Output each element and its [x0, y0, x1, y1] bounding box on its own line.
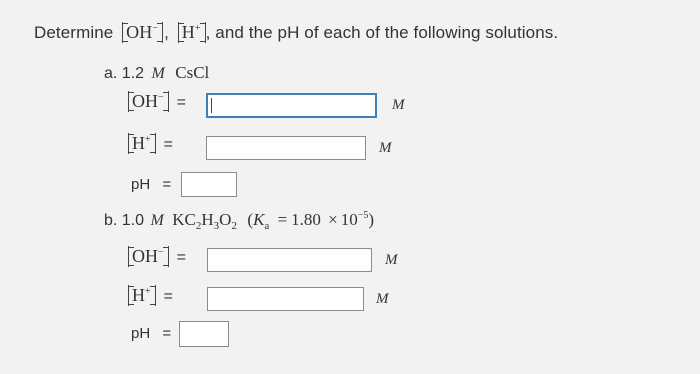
part-b-h-unit: M	[376, 291, 389, 307]
part-a-oh-input[interactable]	[206, 93, 377, 118]
part-b-compound: $KC_2H_3O_2$	[172, 210, 237, 232]
part-b-h-input[interactable]	[207, 287, 364, 311]
part-a-h-label: H+ =	[128, 133, 173, 154]
text-caret	[211, 98, 212, 113]
part-b-oh-unit: M	[385, 252, 398, 268]
hydrogen-bracket: H+	[178, 22, 203, 43]
part-a-ph-label: pH =	[131, 176, 172, 193]
part-b-ph-input[interactable]	[179, 321, 229, 347]
part-a-heading: a. 1.2 M CsCl	[104, 63, 210, 82]
part-b-heading: b. 1.0 M $KC_2H_3O_2$ $(K_a = 1.80 \times 10^{-5})$	[104, 210, 375, 232]
prompt-suffix: , and the pH of each of the following solutions.	[205, 23, 559, 42]
part-a-compound: CsCl	[175, 63, 210, 82]
part-b-oh-label: OH− =	[128, 246, 186, 267]
hydroxide-bracket: OH−	[122, 22, 160, 43]
part-a-oh-unit: M	[392, 97, 405, 113]
part-b-ph-label: pH =	[131, 325, 172, 342]
part-a-h-unit: M	[379, 140, 392, 156]
part-b-ka-expression: $(K_a = 1.80 \times 10^{-5})$	[247, 210, 375, 232]
part-a-oh-label: OH− =	[128, 91, 186, 112]
part-a-h-input[interactable]	[206, 136, 366, 160]
part-a-ph-input[interactable]	[181, 172, 237, 197]
part-b-oh-input[interactable]	[207, 248, 372, 272]
part-b-h-label: H+ =	[128, 285, 173, 306]
question-prompt: Determine OH− , H+ , and the pH of each of the following solutions.	[34, 22, 559, 42]
prompt-prefix: Determine	[34, 23, 114, 42]
